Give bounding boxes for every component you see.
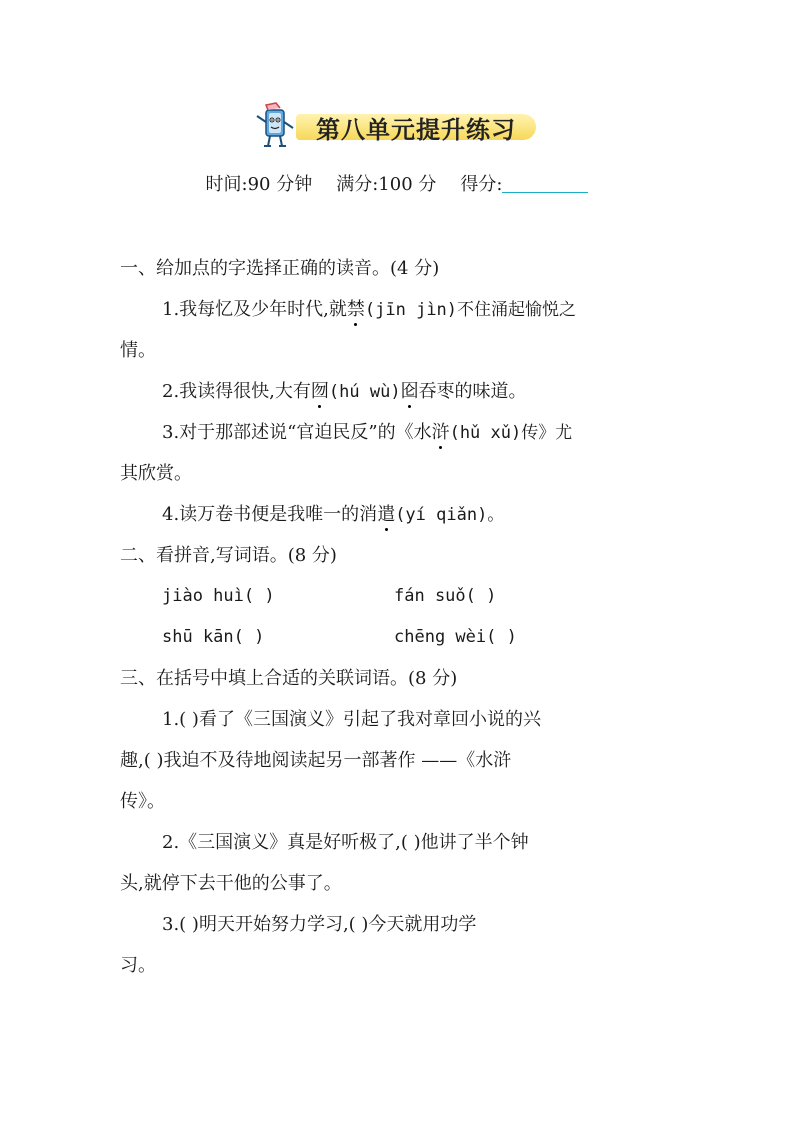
s1-q1-options: (jīn jìn)不住涌起愉悦之: [364, 300, 577, 320]
s3-q1-continued-2: 传》。: [120, 791, 165, 812]
s1-q2-options: (hú wù): [328, 382, 401, 402]
s1-q1-continued: 情。: [120, 340, 156, 361]
section-2-heading: 二、看拼音,写词语。(8 分): [120, 545, 337, 566]
score-blank[interactable]: [502, 174, 588, 193]
s2-row-2: [120, 617, 680, 658]
s2-row-1: [120, 576, 680, 617]
s1-question-1: [120, 289, 680, 330]
s1-q4-options: (yí qiǎn)。: [395, 505, 505, 525]
s3-question-3: 3.( )明天开始努力学习,( )今天就用功学: [162, 914, 477, 935]
s1-q1-dotted-char: 禁: [346, 299, 365, 320]
title-banner: [296, 110, 538, 142]
s1-q4-text: 4.读万卷书便是我唯一的消: [162, 504, 378, 525]
s3-q2-continued: 头,就停下去干他的公事了。: [120, 873, 342, 894]
s1-question-2: [120, 371, 680, 412]
s3-q3-continued: 习。: [120, 955, 156, 976]
page-title: 第八单元提升练习: [316, 115, 516, 144]
header: [0, 100, 794, 150]
s3-question-1: 1.( )看了《三国演义》引起了我对章回小说的兴: [162, 709, 541, 730]
s1-q3-text: 3.对于那部述说“官迫民反”的《水: [162, 422, 432, 443]
s1-q1-text: 1.我每忆及少年时代,就: [162, 299, 347, 320]
s1-q3-options: (hǔ xǔ)传》尤: [449, 423, 573, 443]
s1-q4-dotted-char: 遣: [377, 504, 396, 525]
s1-question-3: [120, 412, 680, 453]
s2-item-shukan[interactable]: shū kān( ): [162, 627, 265, 647]
s1-q2-dotted-char: 囫: [310, 381, 329, 402]
time-label: 时间:90 分钟: [205, 174, 313, 195]
exercise-content: [120, 248, 680, 986]
book-mascot-icon: [252, 102, 298, 150]
s1-q3-continued: 其欣赏。: [120, 463, 192, 484]
s3-q1-continued: 趣,( )我迫不及待地阅读起另一部著作 ——《水浒: [120, 750, 512, 771]
s1-q2-dotted-char-2: 囵: [400, 381, 419, 402]
s2-item-chengwei[interactable]: chēng wèi( ): [394, 627, 517, 647]
score-label: 得分:: [460, 174, 503, 195]
section-1-heading: 一、给加点的字选择正确的读音。(4 分): [120, 258, 440, 279]
s2-item-fansuo[interactable]: fán suǒ( ): [394, 586, 497, 606]
s1-q2-text: 2.我读得很快,大有: [162, 381, 311, 402]
s2-item-jiaohui[interactable]: jiào huì( ): [162, 586, 275, 606]
s1-q2-text-end: 吞枣的味道。: [418, 381, 527, 402]
s1-question-4: [120, 494, 680, 535]
full-score-label: 满分:100 分: [336, 174, 437, 195]
s3-question-2: 2.《三国演义》真是好听极了,( )他讲了半个钟: [162, 832, 529, 853]
section-3-heading: 三、在括号中填上合适的关联词语。(8 分): [120, 668, 458, 689]
exam-meta: [0, 170, 794, 196]
s1-q3-dotted-char: 浒: [431, 422, 450, 443]
